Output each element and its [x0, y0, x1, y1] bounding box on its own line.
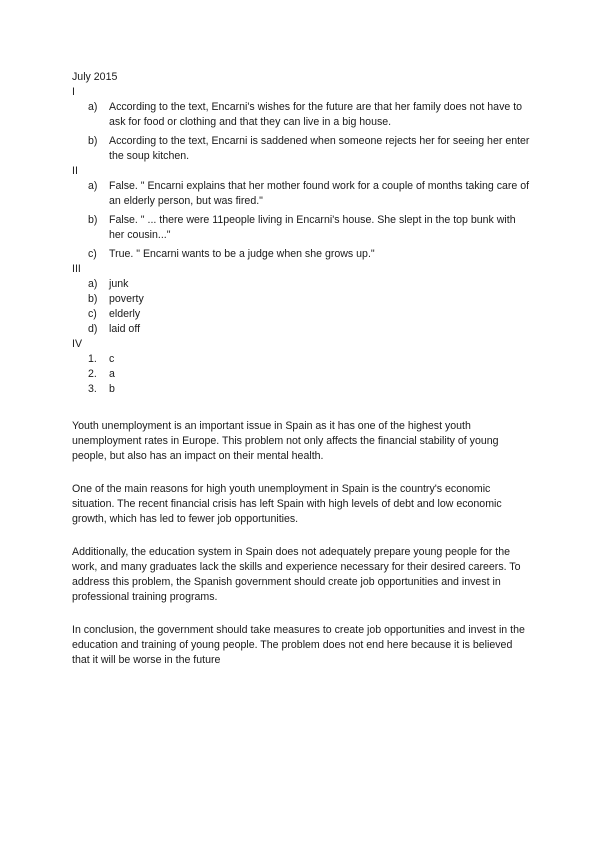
list-item-text: True. " Encarni wants to be a judge when she grows up." — [109, 248, 375, 260]
list-item — [72, 382, 532, 397]
essay-paragraph-3: Additionally, the education system in Spain does not adequately prepare young people for the work, and many graduates lack the skills and experience necessary for their desired careers. To address this problem, the Spanish government should create job opportunities and invest in professional training programs. — [72, 546, 521, 603]
section-numeral-4: IV — [72, 338, 83, 350]
essay-paragraph-2: One of the main reasons for high youth unemployment in Spain is the country's economic situation. The recent financial crisis has left Spain with high levels of debt and low economic growth, which has led to fewer job opportunities. — [72, 483, 502, 525]
list-marker: 3. — [88, 383, 97, 395]
list-item — [72, 277, 532, 292]
list-item — [72, 352, 532, 367]
list-item-text: False. " Encarni explains that her mother found work for a couple of months taking care of an elderly person, but was fired." — [109, 180, 530, 207]
list-item-text: b — [109, 383, 115, 395]
list-item — [72, 322, 532, 337]
section-4-list — [72, 352, 532, 397]
list-marker: a) — [88, 101, 98, 113]
document-page — [72, 70, 532, 668]
list-item-text: c — [109, 353, 115, 365]
essay-paragraph-4: In conclusion, the government should take measures to create job opportunities and invest in the education and training of young people. The problem does not end here because it is believed that it will be worse in the future — [72, 624, 525, 666]
essay-paragraph-1: Youth unemployment is an important issue in Spain as it has one of the highest youth unemployment rates in Europe. This problem not only affects the financial stability of young people, but also has an impact on their mental health. — [72, 420, 499, 462]
list-marker: b) — [88, 135, 98, 147]
list-item-text: According to the text, Encarni is saddened when someone rejects her for seeing her enter the soup kitchen. — [109, 135, 530, 162]
list-item-text: According to the text, Encarni's wishes for the future are that her family does not have to ask for food or clothing and that they can live in a big house. — [109, 101, 523, 128]
list-item-text: elderly — [109, 308, 141, 320]
list-marker: c) — [88, 308, 97, 320]
list-item-text: junk — [109, 278, 129, 290]
list-marker: d) — [88, 323, 98, 335]
list-item — [72, 100, 532, 130]
list-item — [72, 134, 532, 164]
list-marker: 2. — [88, 368, 97, 380]
list-item — [72, 213, 532, 243]
section-3-list — [72, 277, 532, 337]
list-marker: b) — [88, 214, 98, 226]
list-item — [72, 292, 532, 307]
list-item-text: a — [109, 368, 115, 380]
list-item — [72, 367, 532, 382]
list-marker: 1. — [88, 353, 97, 365]
section-2-list — [72, 179, 532, 262]
list-item — [72, 247, 532, 262]
section-1-list — [72, 100, 532, 164]
list-item-text: False. " ... there were 11people living in Encarni's house. She slept in the top bunk with her cousin..." — [109, 214, 516, 241]
list-marker: a) — [88, 278, 98, 290]
section-numeral-2: II — [72, 165, 78, 177]
document-date: July 2015 — [72, 71, 118, 83]
list-marker: b) — [88, 293, 98, 305]
list-item — [72, 179, 532, 209]
section-numeral-1: I — [72, 86, 75, 98]
list-marker: a) — [88, 180, 98, 192]
section-numeral-3: III — [72, 263, 81, 275]
list-item-text: poverty — [109, 293, 144, 305]
list-marker: c) — [88, 248, 97, 260]
list-item-text: laid off — [109, 323, 141, 335]
list-item — [72, 307, 532, 322]
